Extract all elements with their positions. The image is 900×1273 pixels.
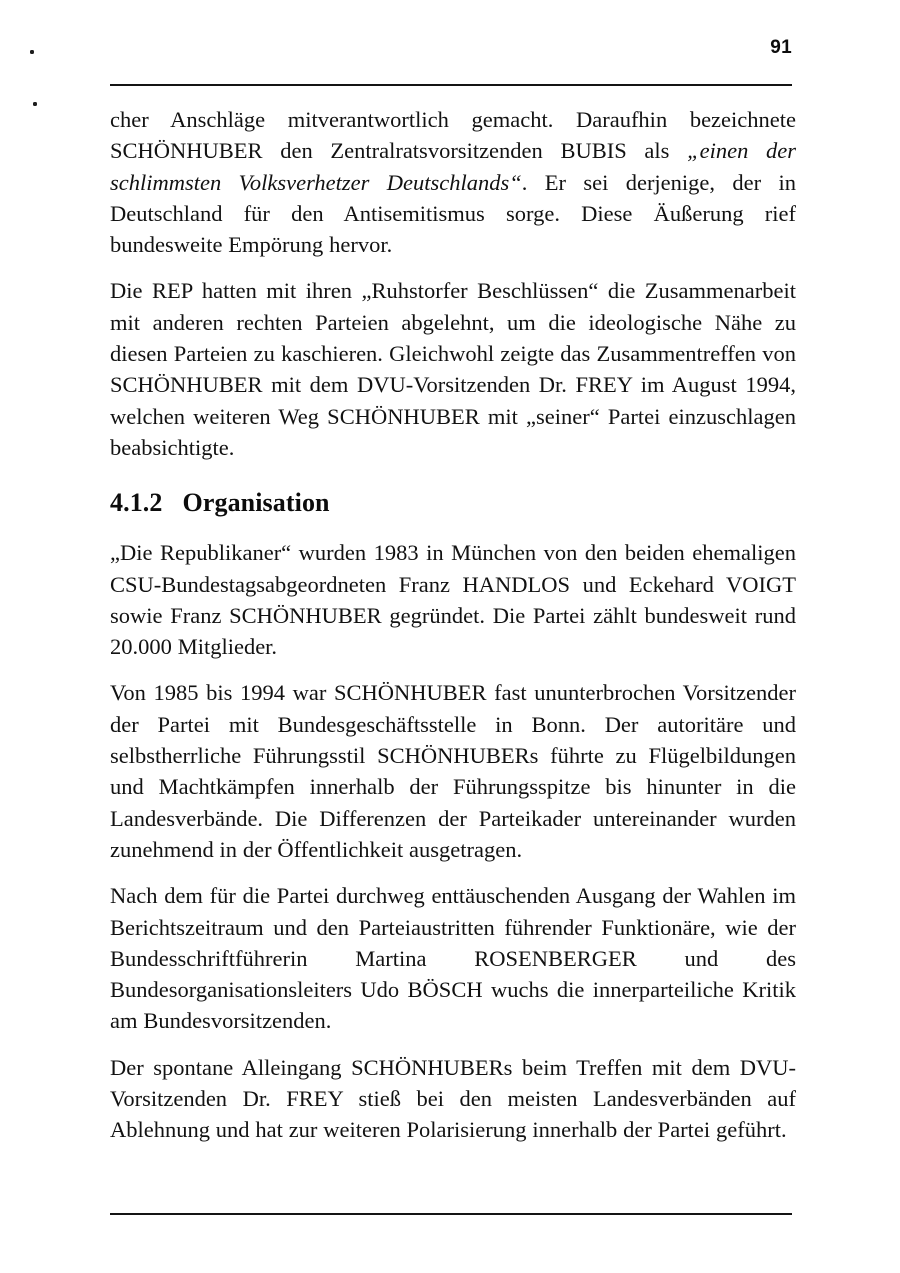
paragraph-text: Der spontane Alleingang SCHÖNHUBERs beim Treffen mit dem DVU-Vorsitzenden Dr. FREY stieß bei den meisten Landesverbänden auf Ablehnung und hat zur weiteren Polarisierung innerhalb der Partei geführt. [110,1054,796,1143]
paragraph [110,880,796,1036]
paragraph [110,104,796,260]
paragraph-text: . Er sei derjenige, der in Deutschland für den Antisemitismus sorge. Diese Äußerung rief bundesweite Empörung hervor. [110,169,796,258]
paragraph [110,1052,796,1146]
paragraph [110,275,796,463]
section-title: Organisation [182,488,330,518]
quoted-italic-phrase: „einen der schlimmsten Volksverhetzer Deutschlands“ [110,138,797,195]
paragraph-text: „Die Republikaner“ wurden 1983 in München von den beiden ehemaligen CSU-Bundestagsabgeordneten Franz HANDLOS und Eckehard VOIGT sowie Franz SCHÖNHUBER gegründet. Die Partei zählt bundesweit rund 20.000 Mitglieder. [110,540,796,660]
scan-speck-upper [30,50,34,54]
paragraph [110,677,796,865]
paragraph-text: Nach dem für die Partei durchweg enttäuschenden Ausgang der Wahlen im Berichtszeitraum und den Parteiaustritten führender Funktionäre, wie der Bundesschriftführerin Martina ROSENBERGER und des Bundesorganisationsleiters Udo BÖSCH wuchs die innerparteiliche Kritik am Bundesvorsitzenden. [110,883,796,1034]
body-text-column [110,104,796,1146]
page-number: 91 [770,37,792,58]
header-rule [110,84,792,86]
section-number: 4.1.2 [110,488,163,518]
footer-rule [110,1213,792,1215]
section-heading [110,486,796,520]
paragraph-text: cher Anschläge mitverantwortlich gemacht. Daraufhin bezeichnete SCHÖNHUBER den Zentralratsvorsitzenden BUBIS als [110,107,796,164]
paragraph [110,537,796,662]
scan-speck-lower [33,102,37,106]
page-header [110,38,792,58]
paragraph-text: Die REP hatten mit ihren „Ruhstorfer Beschlüssen“ die Zusammenarbeit mit anderen rechten Parteien abgelehnt, um die ideologische Nähe zu diesen Parteien zu kaschieren. Gleichwohl zeigte das Zusammentreffen von SCHÖNHUBER mit dem DVU-Vorsitzenden Dr. FREY im August 1994, welchen weiteren Weg SCHÖNHUBER mit „seiner“ Partei einzuschlagen beabsichtigte. [110,278,796,460]
paragraph-text: Von 1985 bis 1994 war SCHÖNHUBER fast ununterbrochen Vorsitzender der Partei mit Bundesgeschäftsstelle in Bonn. Der autoritäre und selbstherrliche Führungsstil SCHÖNHUBERs führte zu Flügelbildungen und Machtkämpfen innerhalb der Führungsspitze bis hinunter in die Landesverbände. Die Differenzen der Parteikader untereinander wurden zunehmend in der Öffentlichkeit ausgetragen. [110,680,796,862]
section-heading-block [110,486,796,520]
